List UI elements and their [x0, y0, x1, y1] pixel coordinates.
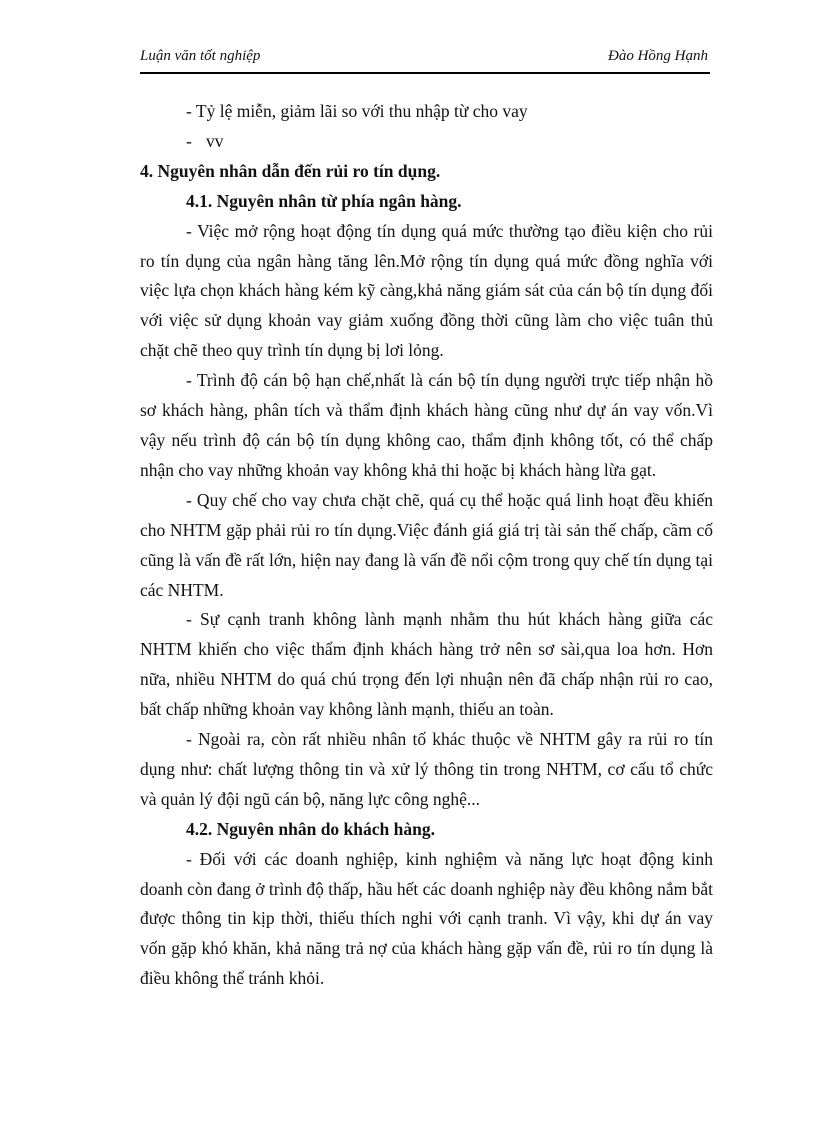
header-author-name: Đào Hồng Hạnh	[608, 48, 708, 64]
document-body	[140, 97, 713, 994]
paragraph-unhealthy-competition: - Sự cạnh tranh không lành mạnh nhằm thu hút khách hàng giữa các NHTM khiến cho việc thẩm định khách hàng trở nên sơ sài,qua loa hơn. Hơn nữa, nhiều NHTM do quá chú trọng đến lợi nhuận nên đã chấp nhận rủi ro cao, bất chấp những khoản vay không lành mạnh, thiếu an toàn.	[140, 609, 713, 720]
paragraph-other-factors: - Ngoài ra, còn rất nhiều nhân tố khác thuộc về NHTM gây ra rủi ro tín dụng như: chất lượng thông tin và xử lý thông tin trong NHTM, cơ cấu tổ chức và quản lý đội ngũ cán bộ, năng lực công nghệ...	[140, 729, 713, 809]
page-header	[140, 46, 710, 74]
section-4-2-heading: 4.2. Nguyên nhân do khách hàng.	[186, 818, 435, 839]
bullet-rate-line: - Tỷ lệ miễn, giảm lãi so với thu nhập từ cho vay	[186, 101, 528, 121]
section-4-1-heading: 4.1. Nguyên nhân từ phía ngân hàng.	[186, 190, 462, 211]
bullet-vv-line	[140, 127, 713, 157]
bullet-dash: -	[186, 130, 192, 151]
paragraph-staff-competence: - Trình độ cán bộ hạn chế,nhất là cán bộ tín dụng người trực tiếp nhận hồ sơ khách hàng, phân tích và thẩm định khách hàng cũng như dự án vay vốn.Vì vậy nếu trình độ cán bộ tín dụng không cao, thẩm định không tốt, có thể chấp nhận cho vay những khoản vay không khả thi hoặc bị khách hàng lừa gạt.	[140, 370, 713, 480]
paragraph-enterprise-causes: - Đối với các doanh nghiệp, kinh nghiệm và năng lực hoạt động kinh doanh còn đang ở trình độ thấp, hầu hết các doanh nghiệp này đều không nắm bắt được thông tin kịp thời, thiếu thích nghi với cạnh tranh. Vì vậy, khi dự án vay vốn gặp khó khăn, khả năng trả nợ của khách hàng gặp vấn đề, rủi ro tín dụng là điều không thể tránh khỏi.	[140, 848, 713, 989]
header-thesis-label: Luận văn tốt nghiệp	[140, 48, 261, 64]
paragraph-credit-expansion: - Việc mở rộng hoạt động tín dụng quá mức thường tạo điều kiện cho rủi ro tín dụng của ngân hàng tăng lên.Mở rộng tín dụng quá mức đồng nghĩa với việc lựa chọn khách hàng kém kỹ càng,khả năng giám sát của cán bộ tín dụng đối với việc sử dụng khoản vay giảm xuống đồng thời cũng làm cho việc tuân thủ chặt chẽ theo quy trình tín dụng bị lơi lỏng.	[140, 220, 713, 361]
paragraph-lending-regulations: - Quy chế cho vay chưa chặt chẽ, quá cụ thể hoặc quá linh hoạt đều khiến cho NHTM gặp phải rủi ro tín dụng.Việc đánh giá giá trị tài sản thế chấp, cầm cố cũng là vấn đề rất lớn, hiện nay đang là vấn đề nổi cộm trong quy chế tín dụng tại các NHTM.	[140, 489, 713, 600]
bullet-vv-text: vv	[206, 130, 224, 151]
section-4-heading: 4. Nguyên nhân dẫn đến rủi ro tín dụng.	[140, 160, 441, 181]
